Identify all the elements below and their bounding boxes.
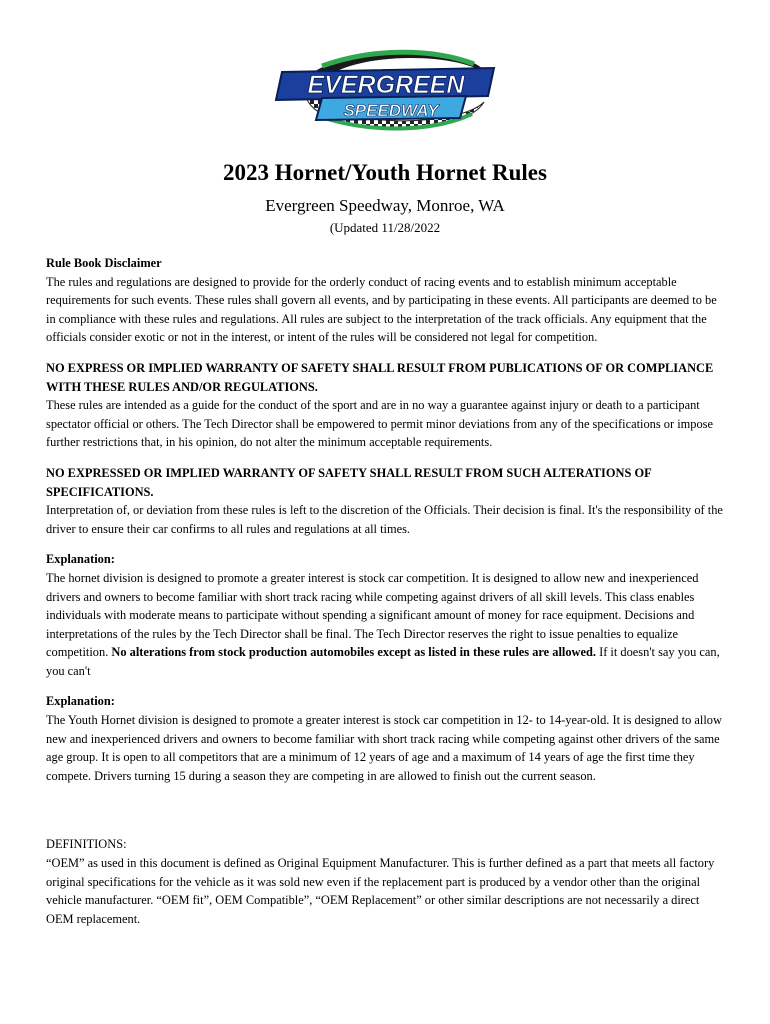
- warranty-heading-2: NO EXPRESSED OR IMPLIED WARRANTY OF SAFETY SHALL RESULT FROM SUCH ALTERATIONS OF SPECIFICATIONS.: [46, 465, 652, 499]
- explanation-heading-2: Explanation:: [46, 694, 115, 709]
- disclaimer-text: The rules and regulations are designed to provide for the orderly conduct of racing events and to establish minimum acceptable requirements for such events. These rules shall govern all events, and by participating in these events. All participants are deemed to be in compliance with these rules and regulations. All rules are subject to the interpretation of the track officials. Any equipment that the officials consider exotic or not in the interest, or intent of the rules will be considered not legal for competition.: [46, 274, 717, 345]
- warranty-heading-1: NO EXPRESS OR IMPLIED WARRANTY OF SAFETY SHALL RESULT FROM PUBLICATIONS OF OR COMPLIANCE WITH THESE RULES AND/OR REGULATIONS.: [46, 360, 714, 394]
- explanation-tail: If it doesn't say you can, you can't: [46, 645, 720, 678]
- disclaimer-section: [46, 254, 726, 347]
- explanation-heading-1: Explanation:: [46, 552, 115, 567]
- definitions-text: “OEM” as used in this document is defined as Original Equipment Manufacturer. This is further defined as a part that meets all factory original specifications for the vehicle as it was sold new even if the replacement part is produced by a vendor other than the original vehicle manufacturer. “OEM fit”, OEM Compatible”, “OEM Replacement” or other similar descriptions are not necessarily a direct OEM replacement.: [46, 856, 715, 926]
- explanation-emphasis: No alterations from stock production automobiles except as listed in these rules are allowed.: [111, 645, 596, 660]
- updated-date: (Updated 11/28/2022: [329, 220, 441, 235]
- explanation-text-1: [46, 569, 726, 681]
- logo-graphic: [262, 36, 512, 146]
- logo-line2: SPEEDWAY: [343, 101, 439, 120]
- page-subtitle: Evergreen Speedway, Monroe, WA: [265, 196, 505, 215]
- definitions-heading: DEFINITIONS:: [46, 837, 127, 852]
- explanation-body-1: The hornet division is designed to promote a greater interest is stock car competition. It is designed to allow new and inexperienced drivers and owners to become familiar with short track racing while competing against drivers of all skill levels. This class enables individuals with moderate means to participate without spending a significant amount of money for race equipment. Decisions and interpretations of the rules by the Tech Director shall be final. The Tech Director reserves the right to issue penalties to equalize competition.: [46, 570, 699, 660]
- warranty-section-1: [46, 359, 726, 452]
- warranty-text-1: These rules are intended as a guide for the conduct of the sport and are in no way a guarantee against injury or death to a participant spectator official or others. The Tech Director shall be empowered to permit minor deviations from any of the specifications or impose further restrictions that, in his opinion, do not alter the minimum acceptable requirements.: [46, 398, 713, 450]
- definitions-section: [46, 835, 726, 928]
- warranty-text-2: Interpretation of, or deviation from these rules is left to the discretion of the Officials. Their decision is final. It's the responsibility of the driver to ensure their car confirms to all rules and regulations at all times.: [46, 503, 723, 536]
- disclaimer-heading: Rule Book Disclaimer: [46, 256, 162, 270]
- section-spacer: [46, 797, 726, 835]
- explanation-section-2: [46, 692, 726, 785]
- logo-line1: EVERGREEN: [307, 71, 465, 99]
- evergreen-speedway-logo: [262, 36, 512, 146]
- explanation-section-1: [46, 550, 726, 680]
- document-body: [46, 254, 726, 940]
- warranty-section-2: [46, 464, 726, 538]
- page-title: 2023 Hornet/Youth Hornet Rules: [223, 160, 547, 185]
- explanation-text-2: The Youth Hornet division is designed to promote a greater interest is stock car competition in 12- to 14-year-old. It is designed to allow new and inexperienced drivers and owners to become familiar with short track racing while competing against other drivers of the same age group. It is open to all competitors that are a minimum of 12 years of age and a maximum of 14 years of age the first time they compete. Drivers turning 15 during a season they are competing in are allowed to finish out the current season.: [46, 713, 722, 783]
